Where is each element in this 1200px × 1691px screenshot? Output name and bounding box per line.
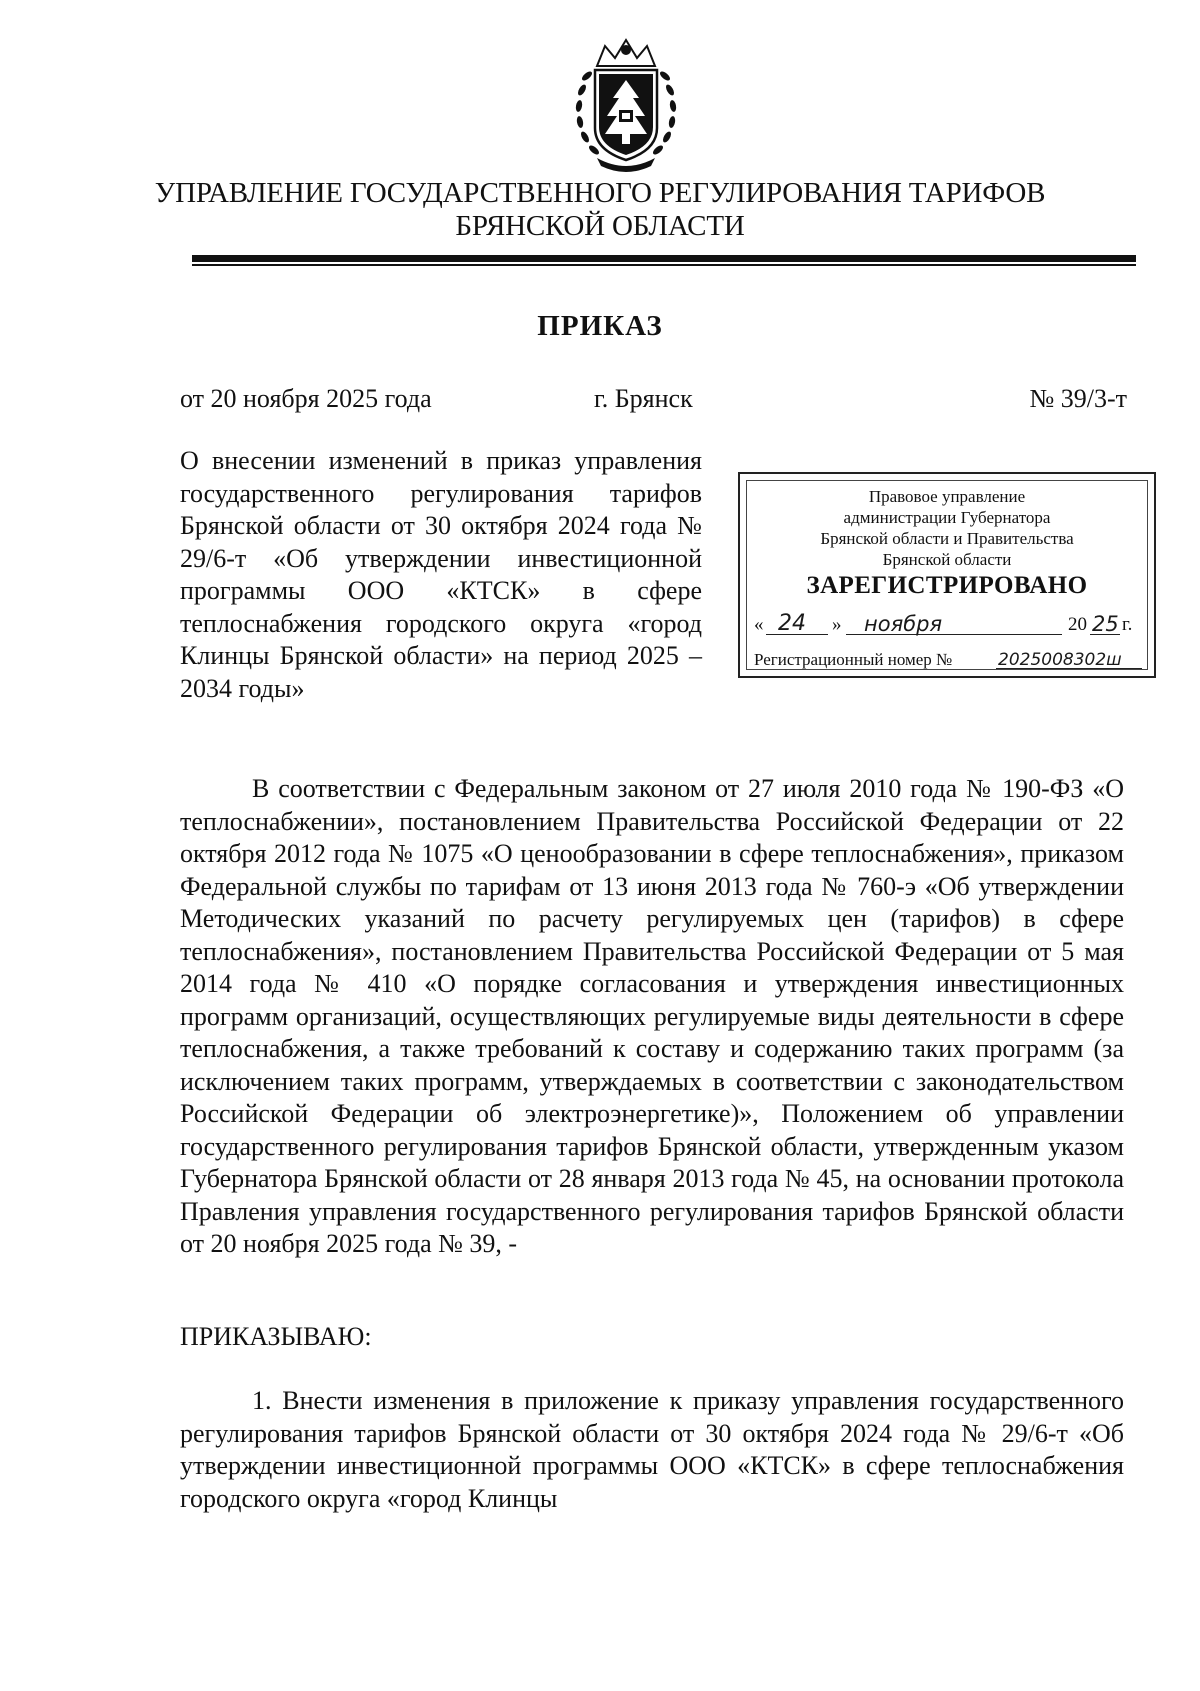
header-divider-thin (192, 264, 1136, 266)
document-number: № 39/3-т (1029, 384, 1127, 413)
body-paragraph-2: 1. Внести изменения в приложение к приказу управления государственного регулирования тарифов Брянской области от 30 октября 2024 года № 29/6-т «Об утверждении инвестиционной программы ООО «КТСК» в сфере теплоснабжения городского округа «город Клинцы (180, 1386, 1124, 1513)
body-paragraph-1: В соответствии с Федеральным законом от 27 июля 2010 года № 190-ФЗ «О теплоснабжении», постановлением Правительства Российской Федерации от 22 октября 2012 года № 1075 «О ценообразовании в сфере теплоснабжения», приказом Федеральной службы по тарифам от 13 июня 2013 года № 760-э «Об утверждении Методических указаний по расчету регулируемых цен (тарифов) в сфере теплоснабжения», постановлением Правительства Российской Федерации от 5 мая 2014 года № 410 «О порядке согласования и утверждения инвестиционных программ организаций, осуществляющих регулируемые виды деятельности в сфере теплоснабжения, а также требований к составу и содержанию таких программ (за исключением таких программ, утверждаемых в соответствии с законодательством Российской Федерации об электроэнергетике)», Положением об управлении государственного регулирования тарифов Брянской области, утвержденным указом Губернатора Брянской области от 28 января 2013 года № 45, на основании протокола Правления управления государственного регулирования тарифов Брянской области от 20 ноября 2025 года № 39, - (180, 774, 1124, 1258)
stamp-date-row (754, 610, 1144, 638)
stamp-quote-close: » (832, 614, 842, 635)
stamp-reg-label: Регистрационный номер № (754, 650, 953, 669)
registration-stamp (738, 472, 1156, 678)
stamp-org-line2: администрации Губернатора (843, 508, 1051, 527)
stamp-reg-number: 2025008302ш (998, 650, 1122, 670)
stamp-month: ноября (864, 612, 943, 636)
document-subject: О внесении изменений в приказ управления государственного регулирования тарифов Брянской области от 30 октября 2024 года № 29/6-т «Об утверждении инвестиционной программы ООО «КТСК» в сфере теплоснабжения городского округа «город Клинцы Брянской области» на период 2025 – 2034 годы» (180, 446, 702, 703)
order-word: ПРИКАЗЫВАЮ: (180, 1322, 372, 1351)
organization-name-line1: УПРАВЛЕНИЕ ГОСУДАРСТВЕННОГО РЕГУЛИРОВАНИЯ ТАРИФОВ (154, 177, 1046, 209)
header-divider-thick (192, 255, 1136, 262)
organization-name-line2: БРЯНСКОЙ ОБЛАСТИ (455, 210, 745, 242)
stamp-year-unit: г. (1122, 614, 1133, 635)
stamp-year-suffix: 25 (1092, 612, 1119, 636)
document-type-title: ПРИКАЗ (537, 310, 663, 342)
bryansk-coat-of-arms-icon (567, 36, 685, 172)
document-city: г. Брянск (594, 384, 693, 413)
stamp-status: ЗАРЕГИСТРИРОВАНО (806, 572, 1088, 599)
stamp-registration-row (754, 646, 1144, 672)
stamp-org-line4: Брянской области (882, 550, 1012, 569)
document-date: от 20 ноября 2025 года (180, 384, 432, 413)
stamp-org-line3: Брянской области и Правительства (820, 529, 1074, 548)
stamp-quote-open: « (754, 614, 764, 635)
stamp-year-prefix: 20 (1068, 614, 1087, 635)
stamp-day: 24 (778, 611, 806, 636)
stamp-org-line1: Правовое управление (868, 487, 1026, 506)
